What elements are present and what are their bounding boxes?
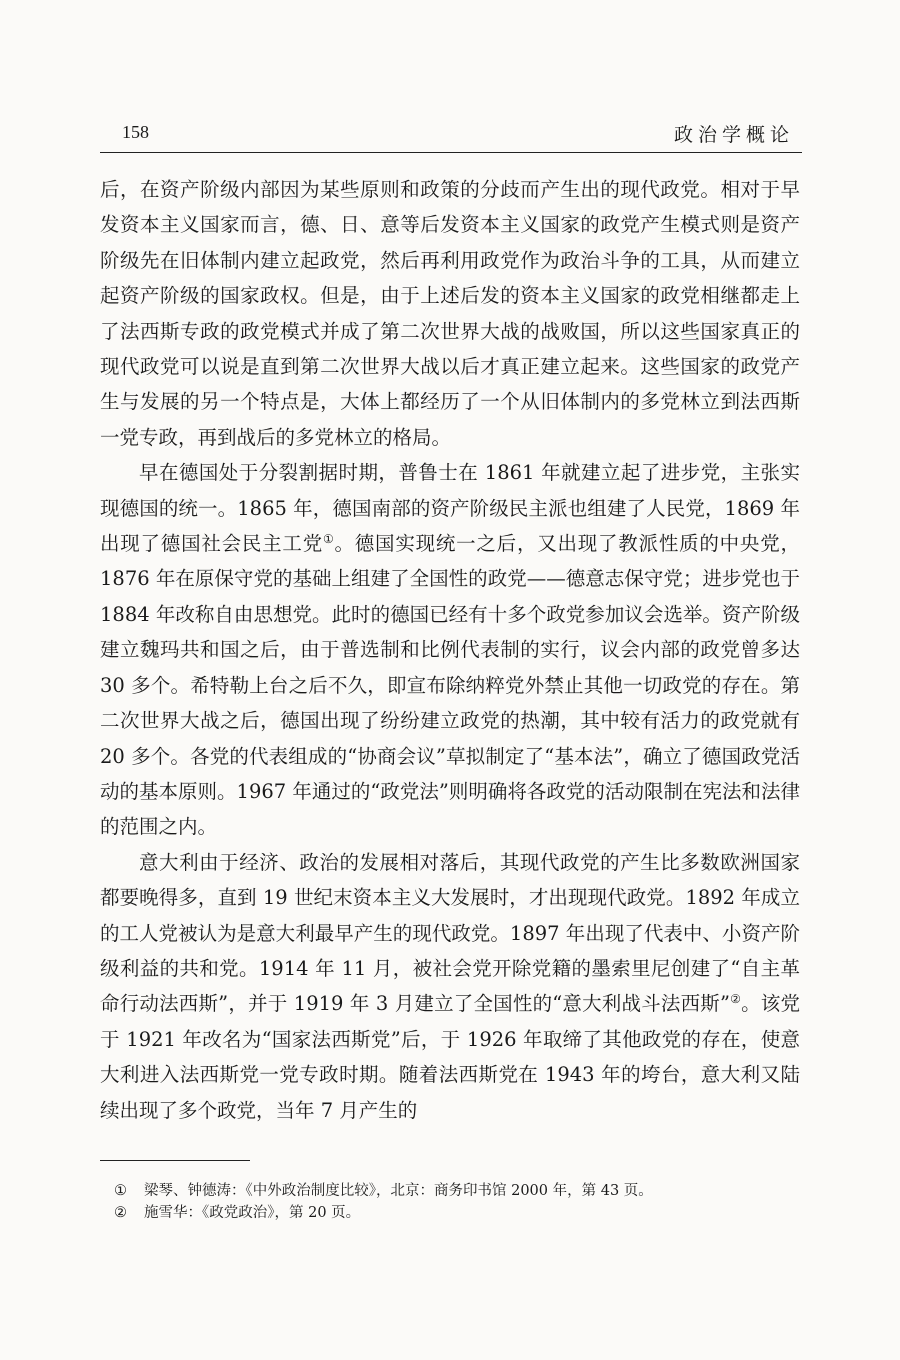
paragraph-2 (100, 455, 800, 844)
footnote-1-mark: ① (114, 1183, 127, 1199)
paragraph-2-text-b: 。德国实现统一之后，又出现了教派性质的中央党，1876 年在原保守党的基础上组建了全国性的政党——德意志保守党；进步党也于 1884 年改称自由思想党。此时的德国已经有十多个政党参加议会选举。资产阶级建立魏玛共和国之后，由于普选制和比例代表制的实行，议会内部的政党曾多达 30 多个。希特勒上台之后不久，即宣布除纳粹党外禁止其他一切政党的存在。第二次世界大战之后，德国出现了纷纷建立政党的热潮，其中较有活力的政党就有 20 多个。各党的代表组成的“协商会议”草拟制定了“基本法”，确立了德国政党活动的基本原则。1967 年通过的“政党法”则明确将各政党的活动限制在宪法和法律的范围之内。 (100, 532, 800, 839)
paragraph-1: 后，在资产阶级内部因为某些原则和政策的分歧而产生出的现代政党。相对于早发资本主义国家而言，德、日、意等后发资本主义国家的政党产生模式则是资产阶级先在旧体制内建立起政党，然后再利用政党作为政治斗争的工具，从而建立起资产阶级的国家政权。但是，由于上述后发的资本主义国家的政党相继都走上了法西斯专政的政党模式并成了第二次世界大战的战败国，所以这些国家真正的现代政党可以说是直到第二次世界大战以后才真正建立起来。这些国家的政党产生与发展的另一个特点是，大体上都经历了一个从旧体制内的多党林立到法西斯一党专政，再到战后的多党林立的格局。 (100, 178, 800, 449)
footnote-1 (114, 1180, 794, 1202)
paragraph-3-text-a: 意大利由于经济、政治的发展相对落后，其现代政党的产生比多数欧洲国家都要晚得多，直到 19 世纪末资本主义大发展时，才出现现代政党。1892 年成立的工人党被认为是意大利最早产生的现代政党。1897 年出现了代表中、小资产阶级利益的共和党。1914 年 11 月，被社会党开除党籍的墨索里尼创建了“自主革命行动法西斯”，并于 1919 年 3 月建立了全国性的“意大利战斗法西斯” (100, 850, 800, 1016)
paragraph-3 (100, 845, 800, 1128)
footnote-1-text: 梁琴、钟德涛：《中外政治制度比较》，北京：商务印书馆 2000 年，第 43 页。 (144, 1183, 653, 1199)
footnote-2-text: 施雪华：《政党政治》，第 20 页。 (144, 1205, 361, 1221)
footnote-2-mark: ② (114, 1205, 127, 1221)
footnote-ref-2[interactable]: ② (729, 992, 742, 1007)
footnotes (114, 1180, 794, 1224)
paragraph-2-text-a: 早在德国处于分裂割据时期，普鲁士在 1861 年就建立起了进步党，主张实现德国的统一。1865 年，德国南部的资产阶级民主派也组建了人民党，1869 年出现了德国社会民主工党 (100, 461, 800, 556)
running-title: 政治学概论 (673, 124, 794, 146)
footnote-rule (100, 1160, 250, 1161)
header-rule (100, 152, 802, 153)
body-text (100, 172, 800, 1128)
page-header (100, 120, 800, 152)
footnote-2 (114, 1202, 794, 1224)
page-number: 158 (122, 122, 149, 142)
footnote-ref-1[interactable]: ① (322, 532, 335, 547)
paragraph-3-text-b: 。该党于 1921 年改名为“国家法西斯党”后，于 1926 年取缔了其他政党的存在，使意大利进入法西斯党一党专政时期。随着法西斯党在 1943 年的垮台，意大利又陆续出现了多个政党，当年 7 月产生的 (100, 992, 800, 1122)
